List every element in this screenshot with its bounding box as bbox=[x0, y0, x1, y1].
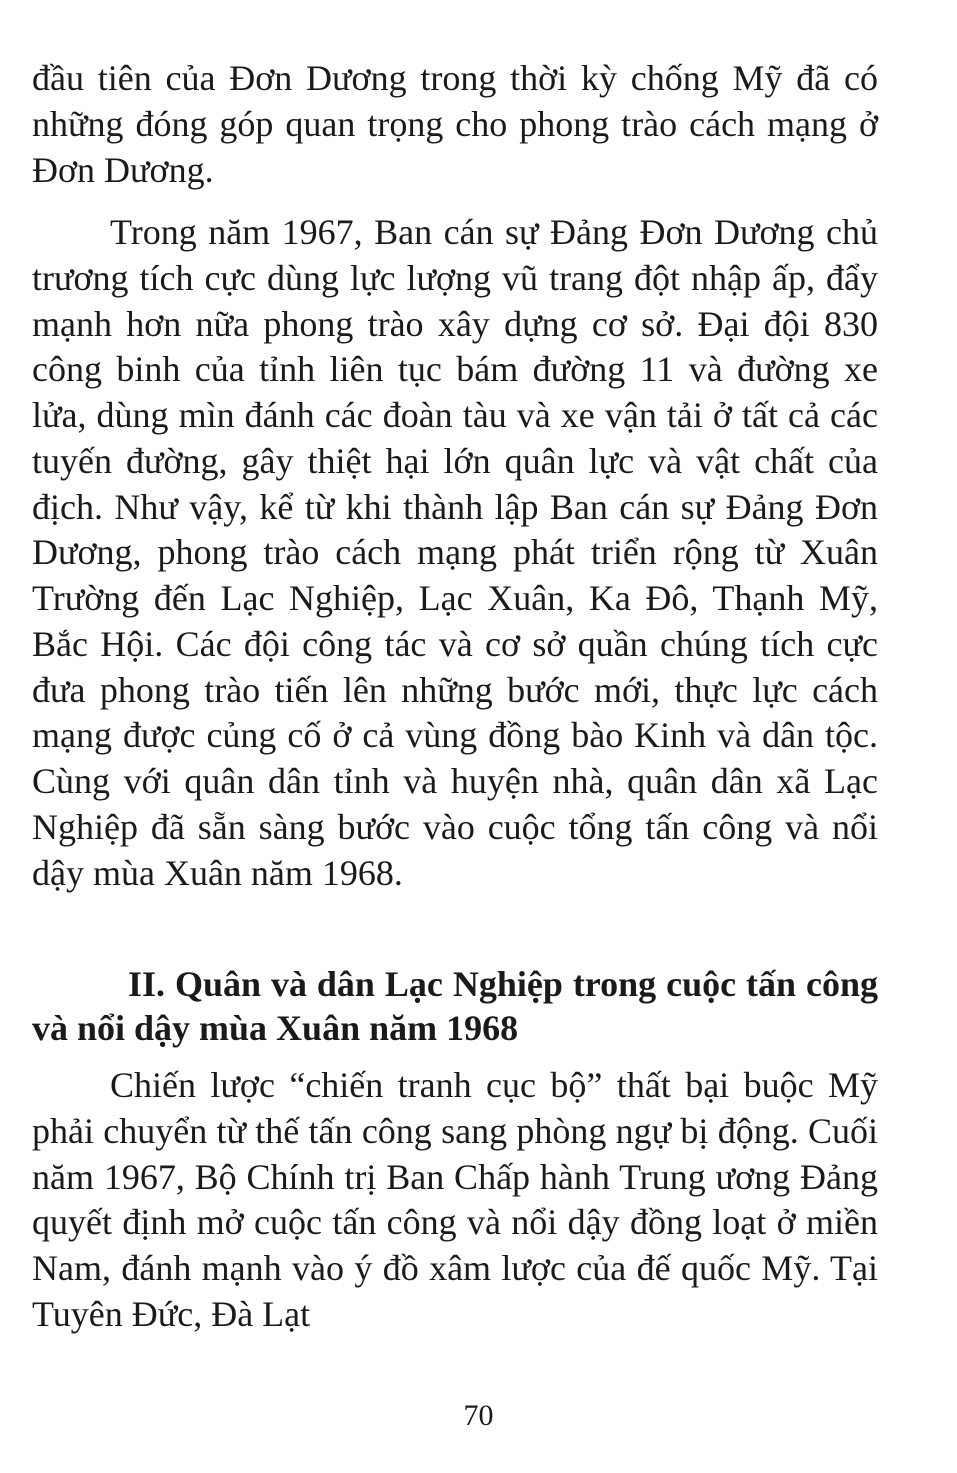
section-heading: II. Quân và dân Lạc Nghiệp trong cuộc tấn công và nổi dậy mùa Xuân năm 1968 bbox=[32, 964, 878, 1048]
paragraph-1967 bbox=[32, 210, 878, 896]
paragraph-text: đầu tiên của Đơn Dương trong thời kỳ chống Mỹ đã có những đóng góp quan trọng cho phong trào cách mạng ở Đơn Dương. bbox=[32, 58, 878, 190]
paragraph-strategy bbox=[32, 1063, 878, 1338]
paragraph-text: Chiến lược “chiến tranh cục bộ” thất bại buộc Mỹ phải chuyển từ thế tấn công sang phòng ngự bị động. Cuối năm 1967, Bộ Chính trị Ban Chấp hành Trung ương Đảng quyết định mở cuộc tấn công và nổi dậy đồng loạt ở miền Nam, đánh mạnh vào ý đồ xâm lược của đế quốc Mỹ. Tại Tuyên Đức, Đà Lạt bbox=[32, 1065, 878, 1334]
page-number: 70 bbox=[463, 1399, 494, 1432]
paragraph-continued bbox=[32, 56, 878, 193]
paragraph-text: Trong năm 1967, Ban cán sự Đảng Đơn Dương chủ trương tích cực dùng lực lượng vũ trang đột nhập ấp, đẩy mạnh hơn nữa phong trào xây dựng cơ sở. Đại đội 830 công binh của tỉnh liên tục bám đường 11 và đường xe lửa, dùng mìn đánh các đoàn tàu và xe vận tải ở tất cả các tuyến đường, gây thiệt hại lớn quân lực và vật chất của địch. Như vậy, kể từ khi thành lập Ban cán sự Đảng Đơn Dương, phong trào cách mạng phát triển rộng từ Xuân Trường đến Lạc Nghiệp, Lạc Xuân, Ka Đô, Thạnh Mỹ, Bắc Hội. Các đội công tác và cơ sở quần chúng tích cực đưa phong trào tiến lên những bước mới, thực lực cách mạng được củng cố ở cả vùng đồng bào Kinh và dân tộc. Cùng với quân dân tỉnh và huyện nhà, quân dân xã Lạc Nghiệp đã sẵn sàng bước vào cuộc tổng tấn công và nổi dậy mùa Xuân năm 1968. bbox=[32, 212, 878, 893]
